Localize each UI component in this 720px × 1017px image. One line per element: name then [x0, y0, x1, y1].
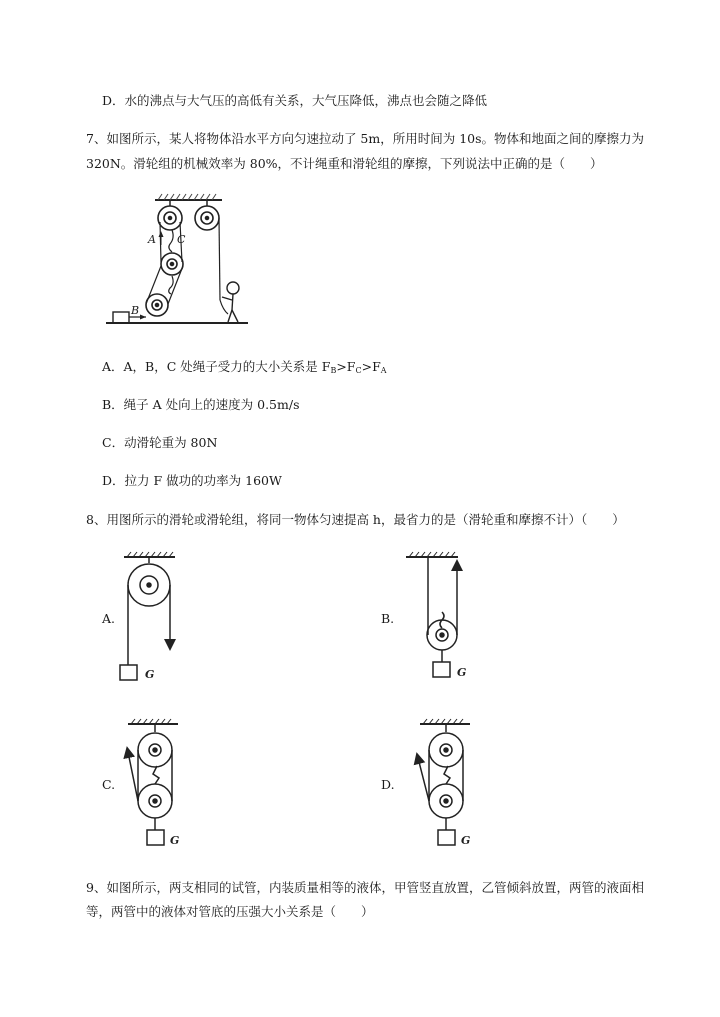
figure-d-pulley-group: [418, 719, 470, 845]
weight-label-b: G: [457, 666, 467, 679]
figure-b-movable-pulley: [406, 552, 458, 677]
q7-option-d: D．拉力 F 做功的功率为 160W: [102, 473, 282, 488]
q9-stem-line2: 等，两管中的液体对管底的压强大小关系是（ ）: [86, 904, 374, 919]
label-c: C: [177, 233, 186, 246]
q9-stem-line1: 9、如图所示，两支相同的试管，内装质量相等的液体，甲管竖直放置，乙管倾斜放置，两管的液面相: [86, 880, 644, 895]
q8-label-b: B.: [381, 611, 395, 626]
q7-option-c: C．动滑轮重为 80N: [102, 435, 218, 450]
q8-label-a: A.: [102, 611, 116, 626]
weight-label-a: G: [145, 668, 155, 681]
q8-stem: 8、用图所示的滑轮或滑轮组，将同一物体匀速提高 h，最省力的是（滑轮重和摩擦不计）（ ）: [86, 512, 625, 527]
q8-label-c: C.: [102, 777, 116, 792]
q7-stem-line2: 320N。滑轮组的机械效率为 80%，不计绳重和滑轮组的摩擦，下列说法中正确的是（ ）: [86, 156, 603, 171]
weight-label-c: G: [170, 834, 180, 847]
prev-question-option-d: D．水的沸点与大气压的高低有关系，大气压降低，沸点也会随之降低: [102, 93, 488, 108]
q7-stem-line1: 7、如图所示，某人将物体沿水平方向匀速拉动了 5m，所用时间为 10s。物体和地面之间的摩擦力为: [86, 131, 645, 146]
label-a: A: [148, 233, 156, 246]
weight-label-d: G: [461, 834, 471, 847]
figure-a-fixed-pulley: [120, 552, 175, 680]
q7-option-b: B．绳子 A 处向上的速度为 0.5m/s: [102, 397, 300, 412]
label-b: B: [131, 304, 140, 317]
q8-label-d: D.: [381, 777, 395, 792]
q7-option-a: A．A，B，C 处绳子受力的大小关系是 $F_B>F_C>F_A$: [102, 359, 387, 375]
figure-c-pulley-group: [128, 719, 178, 845]
